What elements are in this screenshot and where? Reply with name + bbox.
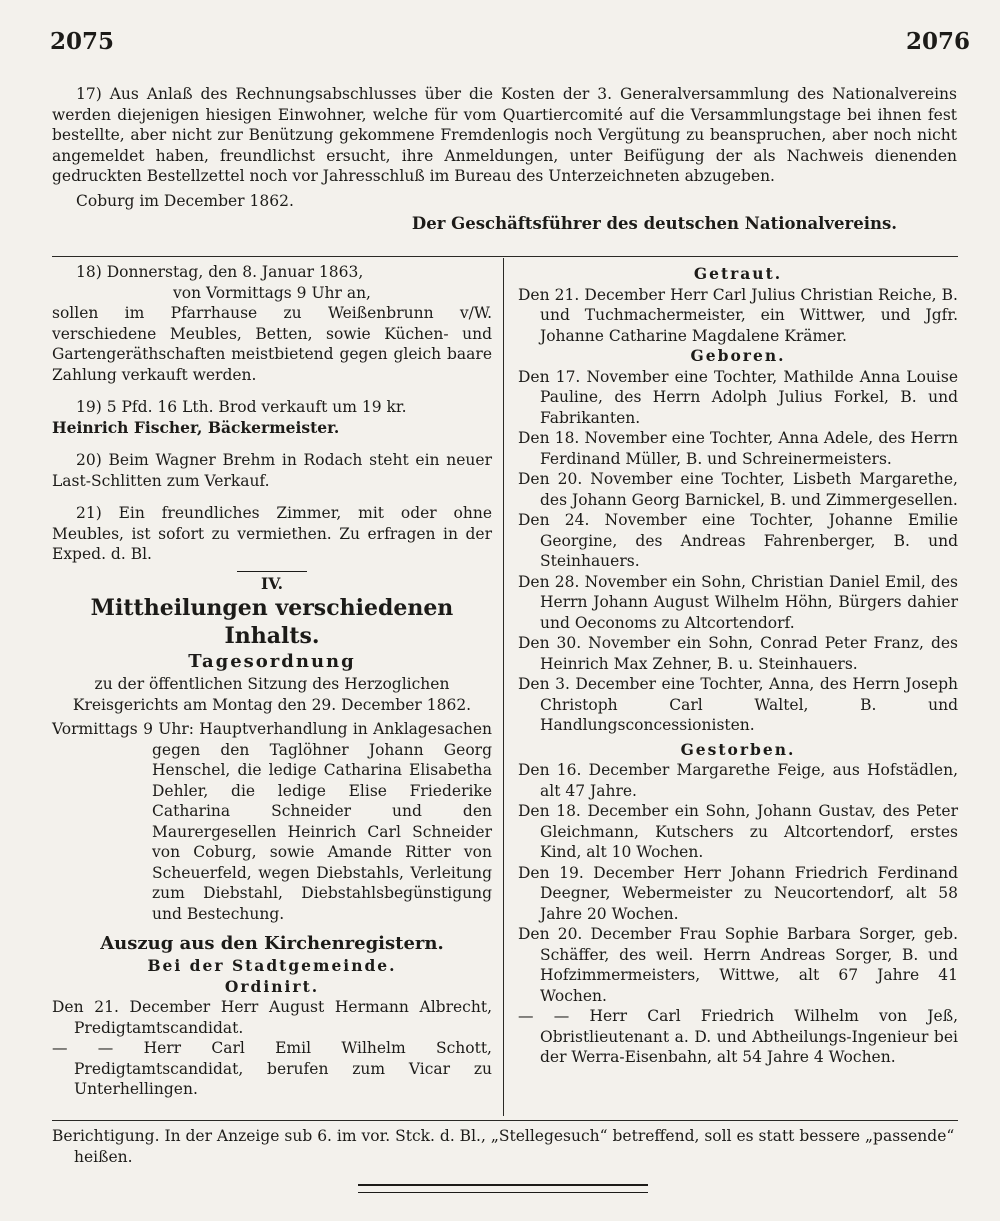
born-entry: Den 20. November eine Tochter, Lisbeth Margarethe, des Johann Georg Barnickel, B. und Zimmergesellen.	[518, 470, 958, 509]
section-numeral: IV.	[261, 573, 283, 593]
born-heading: Geboren.	[690, 346, 786, 365]
footer-divider	[52, 1120, 958, 1121]
agenda-title: Tagesordnung	[188, 651, 356, 672]
end-rule	[358, 1184, 648, 1193]
married-heading: Getraut.	[693, 264, 783, 283]
column-divider	[503, 258, 504, 1116]
section-divider	[52, 256, 958, 257]
section-title: Mittheilungen verschiedenen Inhalts.	[90, 595, 454, 649]
born-entry: Den 24. November eine Tochter, Johanne Emilie Georgine, des Andreas Fahrenberger, B. und Steinhauers.	[518, 511, 958, 570]
died-entry: Den 20. December Frau Sophie Barbara Sorger, geb. Schäffer, des weil. Herrn Andreas Sorger, B. und Hofzimmermeisters, Wittwe, alt 67 Jahre 41 Wochen.	[518, 925, 958, 1005]
died-heading: Gestorben.	[680, 739, 796, 759]
notice-19-text: 19) 5 Pfd. 16 Lth. Brod verkauft um 19 kr.	[76, 398, 407, 416]
notice-18-body: sollen im Pfarrhause zu Weißenbrunn v/W. verschiedene Meubles, Betten, sowie Küchen- und Gartengeräthschaften meistbietend gegen gleich baare Zahlung verkauft werden.	[52, 304, 492, 384]
ordained-heading: Ordinirt.	[224, 976, 320, 996]
born-entry: Den 17. November eine Tochter, Mathilde Anna Louise Pauline, des Herrn Adolph Julius Forkel, B. und Fabrikanten.	[518, 367, 958, 427]
died-entry: — — Herr Carl Friedrich Wilhelm von Jeß, Obristlieutenant a. D. und Abtheilungs-Ingenieur bei der Werra-Eisenbahn, alt 54 Jahre 4 Wochen.	[518, 1007, 958, 1066]
born-entry: Den 30. November ein Sohn, Conrad Peter Franz, des Heinrich Max Zehner, B. u. Steinhauers.	[518, 634, 958, 673]
agenda-item: Vormittags 9 Uhr: Hauptverhandlung in Anklagesachen gegen den Taglöhner Johann Georg Henschel, die ledige Catharina Elisabetha Dehler, die ledige Elise Friederike Catharina Schneider und den Maurergesellen Heinrich Carl Schneider von Coburg, sowie Amande Ritter von Scheuerfeld, wegen Diebstahls, Verleitung zum Diebstahl, Diebstahlsbegünstigung und Bestechung.	[52, 720, 492, 923]
correction-notice	[52, 1126, 957, 1167]
page-number-right: 2076	[906, 28, 971, 55]
notice-17	[52, 84, 957, 235]
correction-text: Berichtigung. In der Anzeige sub 6. im vor. Stck. d. Bl., „Stellegesuch“ betreffend, soll es statt bessere „passende“ heißen.	[52, 1127, 955, 1166]
left-column	[52, 262, 492, 1100]
born-entry: Den 28. November ein Sohn, Christian Daniel Emil, des Herrn Johann August Wilhelm Höhn, Bürgers dahier und Oeconoms zu Altcortendorf.	[518, 572, 958, 632]
notice-18-date: 18) Donnerstag, den 8. Januar 1863,	[76, 263, 364, 281]
ordained-entry: — — Herr Carl Emil Wilhelm Schott, Predigtamtscandidat, berufen zum Vicar zu Unterhellingen.	[52, 1039, 492, 1098]
notice-17-place-date: Coburg im December 1862.	[76, 191, 294, 210]
page-number-left: 2075	[50, 28, 115, 55]
died-entry: Den 16. December Margarethe Feige, aus Hofstädlen, alt 47 Jahre.	[518, 761, 958, 800]
notice-19-baker: Heinrich Fischer, Bäckermeister.	[52, 417, 340, 437]
notice-separator	[237, 571, 307, 572]
church-register-title: Auszug aus den Kirchenregistern.	[100, 933, 444, 954]
notice-21-text: 21) Ein freundliches Zimmer, mit oder ohne Meubles, ist sofort zu vermiethen. Zu erfragen in der Exped. d. Bl.	[52, 504, 492, 563]
died-entry: Den 18. December ein Sohn, Johann Gustav, des Peter Gleichmann, Kutschers zu Altcortendorf, erstes Kind, alt 10 Wochen.	[518, 802, 958, 861]
notice-20-text: 20) Beim Wagner Brehm in Rodach steht ein neuer Last-Schlitten zum Verkauf.	[52, 451, 492, 490]
notice-17-text: 17) Aus Anlaß des Rechnungsabschlusses über die Kosten der 3. Generalversammlung des Nationalvereins werden diejenigen hiesigen Einwohner, welche für vom Quartiercomité auf die Versammlungstage bei ihnen fest bestellte, aber nicht zur Benützung gekommene Fremdenlogis noch Vergütung zu beanspruchen, aber noch nicht angemeldet haben, freundlichst ersucht, ihre Anmeldungen, unter Beifügung der als Nachweis dienenden gedruckten Bestellzettel noch vor Jahresschluß im Bureau des Unterzeichneten abzugeben.	[52, 85, 957, 185]
ordained-entry: Den 21. December Herr August Hermann Albrecht, Predigtamtscandidat.	[52, 998, 492, 1037]
born-entry: Den 3. December eine Tochter, Anna, des Herrn Joseph Christoph Carl Waltel, B. und Handlungsconcessionisten.	[518, 675, 958, 734]
married-entry: Den 21. December Herr Carl Julius Christian Reiche, B. und Tuchmachermeister, ein Wittwer, und Jgfr. Johanne Catharine Magdalene Krämer.	[518, 285, 958, 345]
agenda-subtitle: zu der öffentlichen Sitzung des Herzoglichen Kreisgerichts am Montag den 29. December 1862.	[72, 675, 472, 714]
notice-18-time: von Vormittags 9 Uhr an,	[173, 283, 371, 302]
notice-17-signature: Der Geschäftsführer des deutschen Nationalvereins.	[411, 214, 897, 233]
died-entry: Den 19. December Herr Johann Friedrich Ferdinand Deegner, Webermeister zu Neucortendorf, alt 58 Jahre 20 Wochen.	[518, 863, 958, 923]
right-column	[518, 264, 958, 1068]
church-parish: Bei der Stadtgemeinde.	[147, 956, 397, 975]
born-entry: Den 18. November eine Tochter, Anna Adele, des Herrn Ferdinand Müller, B. und Schreinermeisters.	[518, 429, 958, 468]
